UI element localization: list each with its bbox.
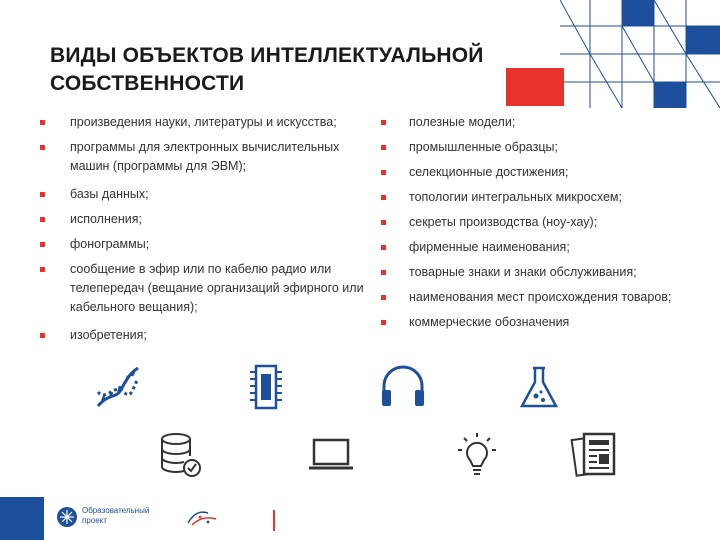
right-objects-list <box>379 113 719 332</box>
laptop-icon <box>306 430 356 480</box>
bullet-icon <box>381 270 386 275</box>
bullet-icon <box>40 145 45 150</box>
list-item: товарные знаки и знаки обслуживания; <box>379 263 719 282</box>
list-item: секреты производства (ноу-хау); <box>379 213 719 232</box>
flask-icon <box>514 362 564 412</box>
headphones-icon <box>378 362 428 412</box>
list-item: топологии интегральных микросхем; <box>379 188 719 207</box>
bullet-icon <box>40 192 45 197</box>
education-project-logo-text: Образовательный проект <box>82 506 150 525</box>
bullet-icon <box>40 242 45 247</box>
bullet-icon <box>381 220 386 225</box>
bullet-icon <box>381 120 386 125</box>
list-item: исполнения; <box>40 210 380 229</box>
title-line-1: ВИДЫ ОБЪЕКТОВ ИНТЕЛЛЕКТУАЛЬНОЙ <box>50 44 484 67</box>
list-item: произведения науки, литературы и искусства; <box>40 113 380 132</box>
footer-divider <box>273 510 275 531</box>
bullet-icon <box>40 217 45 222</box>
accent-red-square <box>506 68 564 106</box>
database-icon <box>156 430 206 480</box>
bullet-icon <box>381 245 386 250</box>
list-item: промышленные образцы; <box>379 138 719 157</box>
list-item: базы данных; <box>40 185 380 204</box>
dna-icon <box>92 362 142 412</box>
bullet-icon <box>40 267 45 272</box>
education-project-logo <box>56 502 166 532</box>
list-item: наименования мест происхождения товаров; <box>379 288 719 307</box>
bullet-icon <box>381 295 386 300</box>
list-item: селекционные достижения; <box>379 163 719 182</box>
bullet-icon <box>40 120 45 125</box>
education-project-logo-mark <box>56 506 78 528</box>
title-line-2: СОБСТВЕННОСТИ <box>50 72 245 95</box>
list-item: программы для электронных вычислительных машин (программы для ЭВМ); <box>40 138 380 176</box>
list-item: фонограммы; <box>40 235 380 254</box>
bullet-icon <box>381 170 386 175</box>
bullet-icon <box>40 333 45 338</box>
bullet-icon <box>381 145 386 150</box>
lightbulb-icon <box>452 430 502 480</box>
page-title <box>50 42 484 98</box>
list-item: изобретения; <box>40 326 380 345</box>
documents-icon <box>570 430 620 480</box>
bullet-icon <box>381 195 386 200</box>
list-item: фирменные наименования; <box>379 238 719 257</box>
bullet-icon <box>381 320 386 325</box>
microchip-icon <box>244 362 294 412</box>
list-item: коммерческие обозначения <box>379 313 719 332</box>
partner-logo <box>186 505 266 531</box>
corner-grid-pattern <box>560 0 720 108</box>
list-item: полезные модели; <box>379 113 719 132</box>
partner-logo-mark <box>186 505 220 531</box>
list-item: сообщение в эфир или по кабелю радио или телепередач (вещание организаций эфирного или кабельного вещания); <box>40 260 380 317</box>
left-objects-list <box>40 113 380 345</box>
footer-brand-block <box>0 497 44 540</box>
